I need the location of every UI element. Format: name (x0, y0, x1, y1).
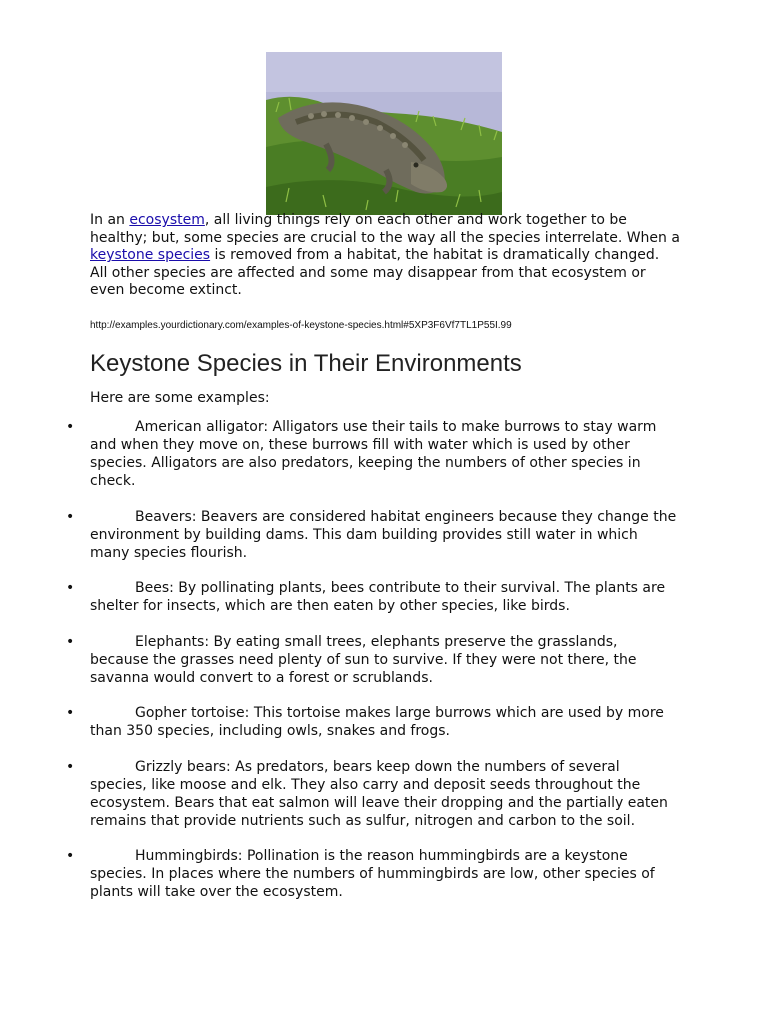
example-text: Elephants: By eating small trees, elephants preserve the grasslands, because the grasses need plenty of sun to survive. If they were not there, the savanna would convert to a forest or scrublands. (90, 633, 637, 686)
alligator-photo (266, 52, 502, 215)
bullet-marker: • (66, 419, 75, 435)
ecosystem-link[interactable]: ecosystem (129, 212, 205, 228)
list-item-alligator (0, 418, 680, 490)
bullet-marker: • (66, 848, 75, 864)
examples-list (0, 418, 768, 919)
intro-text-2: , all living things rely on each other and work together to be healthy; but, some species are crucial to the way all the species interrelate. When a (90, 212, 680, 246)
bullet-marker: • (66, 508, 75, 525)
list-item-hummingbirds (0, 847, 680, 901)
list-item-beavers (0, 508, 680, 562)
example-text: American alligator: Alligators use their tails to make burrows to stay warm and when they move on, these burrows fill with water which is used by other species. Alligators are also predators, keeping the numbers of other species in check. (90, 419, 657, 489)
examples-lead: Here are some examples: (90, 390, 270, 406)
bullet-marker: • (66, 758, 75, 775)
list-item-bees (0, 579, 680, 615)
list-item-gopher-tortoise (0, 704, 680, 740)
intro-text-1: In an (90, 212, 130, 228)
intro-text-3: is removed from a habitat, the habitat is dramatically changed. All other species are affected and some may disappear from that ecosystem or even become extinct. (90, 247, 660, 299)
bullet-marker: • (66, 705, 75, 721)
example-text: Bees: By pollinating plants, bees contribute to their survival. The plants are shelter for insects, which are then eaten by other species, like birds. (90, 580, 666, 614)
source-url: http://examples.yourdictionary.com/examples-of-keystone-species.html#5XP3F6Vf7TL1P55I.99 (90, 320, 512, 331)
list-item-grizzly-bears (0, 758, 680, 830)
bullet-marker: • (66, 633, 75, 650)
section-heading: Keystone Species in Their Environments (90, 350, 522, 377)
example-text: Gopher tortoise: This tortoise makes large burrows which are used by more than 350 species, including owls, snakes and frogs. (90, 705, 664, 739)
bullet-marker: • (66, 580, 75, 596)
keystone-species-link[interactable]: keystone species (90, 247, 211, 264)
intro-paragraph (90, 212, 680, 300)
example-text: Hummingbirds: Pollination is the reason hummingbirds are a keystone species. In places where the numbers of hummingbirds are low, other species of plants will take over the ecosystem. (90, 848, 655, 900)
example-text: Beavers: Beavers are considered habitat engineers because they change the environment by building dams. This dam building provides still water in which many species flourish. (90, 508, 677, 561)
list-item-elephants (0, 633, 680, 687)
alligator-illustration (266, 52, 502, 215)
example-text: Grizzly bears: As predators, bears keep down the numbers of several species, like moose and elk. They also carry and deposit seeds throughout the ecosystem. Bears that eat salmon will leave their dropping and the partially eaten remains that provide nutrients such as sulfur, nitrogen and carbon to the soil. (90, 758, 668, 829)
